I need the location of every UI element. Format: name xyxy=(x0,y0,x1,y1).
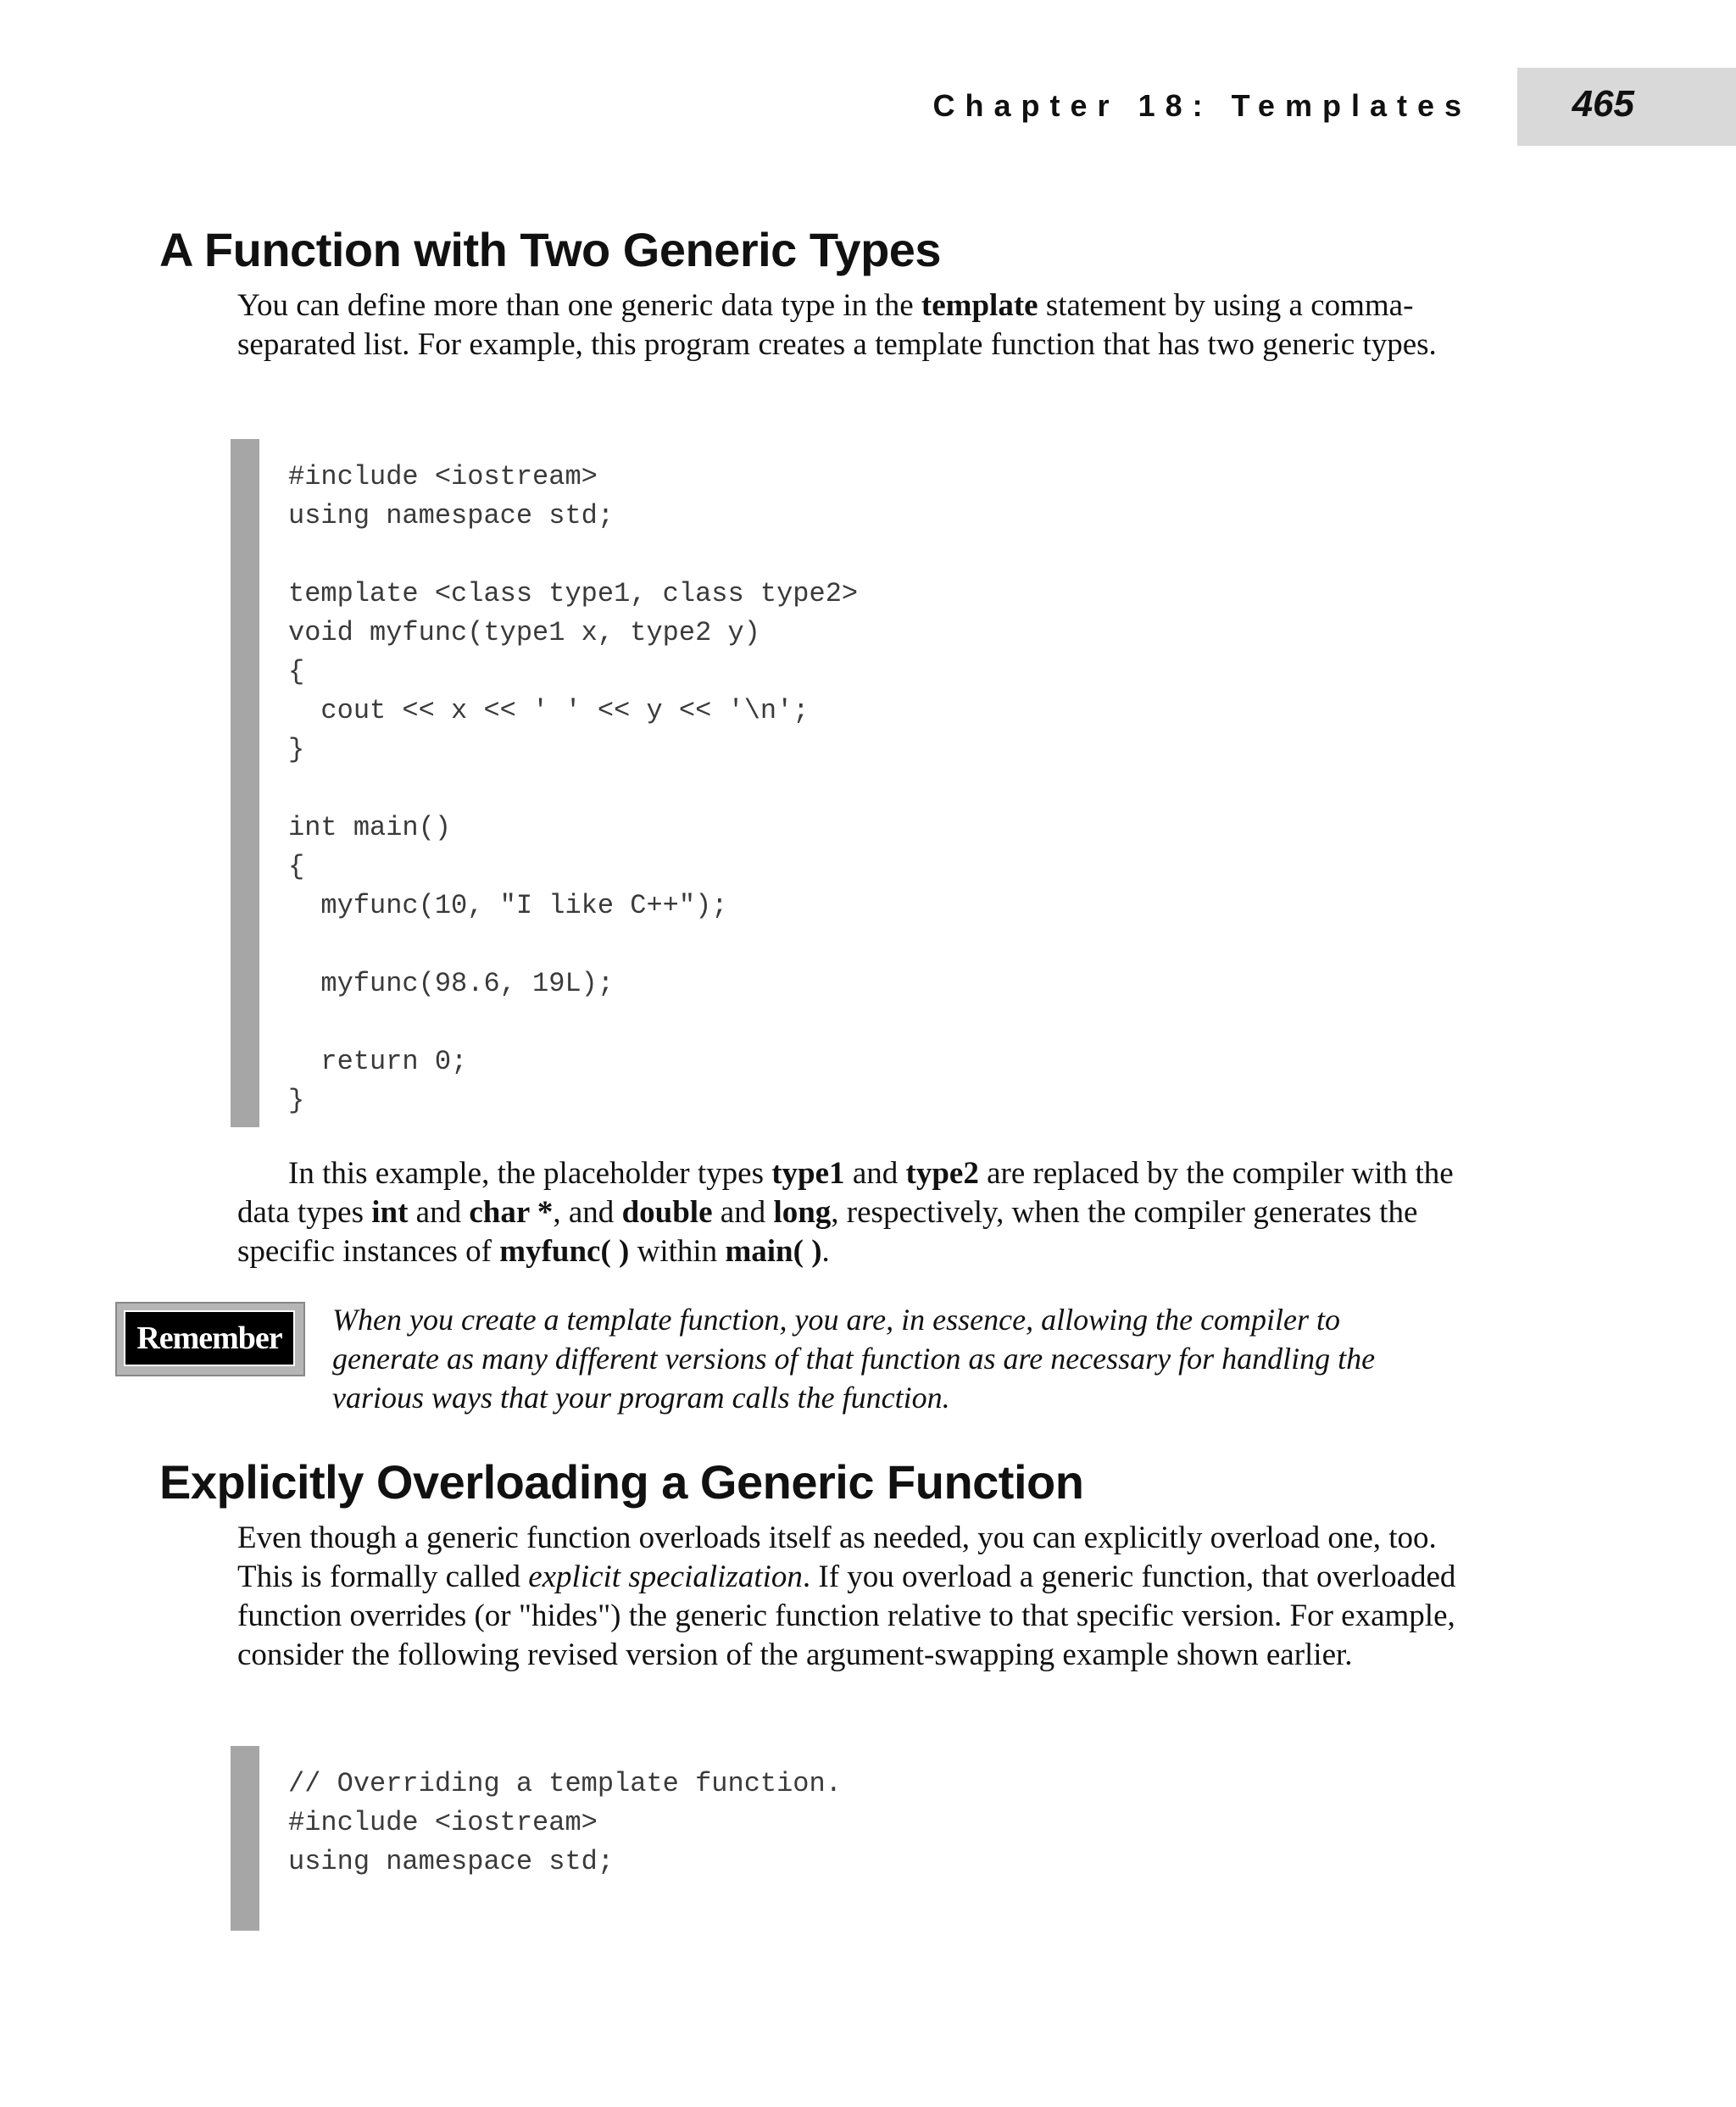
section1-intro-paragraph: You can define more than one generic data type in the template statement by using a comma-separated list. For example, this program creates a template function that has two generic types. xyxy=(237,288,1437,362)
code-line: using namespace std; xyxy=(288,500,615,531)
section-heading-explicit-overloading: Explicitly Overloading a Generic Function xyxy=(159,1455,1084,1509)
code-line: myfunc(98.6, 19L); xyxy=(320,968,615,999)
chapter-title: Chapter 18: Templates xyxy=(932,88,1472,123)
code-lines xyxy=(288,1765,842,1882)
code-listing-1 xyxy=(231,439,1417,1127)
running-header xyxy=(0,68,1736,146)
code-sidebar-bar xyxy=(231,439,259,1127)
code-line: void myfunc(type1 x, type2 y) xyxy=(288,617,760,648)
code-line: int main() xyxy=(288,812,452,843)
section2-intro-paragraph: Even though a generic function overloads itself as needed, you can explicitly overload one, too. This is formally called explicit specialization. If you overload a generic function, that overloaded function overrides (or "hides") the generic function relative to that specific version. For example, consider the following revised version of the argument-swapping example shown earlier. xyxy=(237,1520,1456,1672)
code-line: template <class type1, class type2> xyxy=(288,578,859,609)
code-line: } xyxy=(288,734,305,765)
section1-explanation-paragraph: In this example, the placeholder types type1 and type2 are replaced by the compiler with the data types int and char *, and double and long, respectively, when the compiler generates the specific instances of myfunc( ) within main( ). xyxy=(237,1156,1454,1269)
remember-note-text: When you create a template function, you are, in essence, allowing the compiler to generate as many different versions of that function as are necessary for handling the various ways that your program calls the function. xyxy=(332,1303,1376,1415)
section-heading-two-generic-types: A Function with Two Generic Types xyxy=(159,223,942,276)
code-sidebar-bar xyxy=(231,1746,259,1931)
code-line: cout << x << ' ' << y << '\n'; xyxy=(320,695,810,726)
code-line: { xyxy=(288,851,305,882)
code-line: // Overriding a template function. xyxy=(288,1768,842,1799)
code-line: #include <iostream> xyxy=(288,461,598,492)
code-line: #include <iostream> xyxy=(288,1807,598,1838)
remember-icon xyxy=(115,1302,305,1376)
code-lines xyxy=(288,458,858,1120)
page-number: 465 xyxy=(1572,83,1634,125)
code-line: { xyxy=(288,656,305,687)
code-line: myfunc(10, "I like C++"); xyxy=(320,890,728,921)
code-line: } xyxy=(288,1085,305,1116)
code-listing-2 xyxy=(231,1746,1417,1931)
remember-badge-label: Remember xyxy=(124,1310,295,1366)
code-line: using namespace std; xyxy=(288,1846,615,1877)
code-line: return 0; xyxy=(320,1046,468,1077)
